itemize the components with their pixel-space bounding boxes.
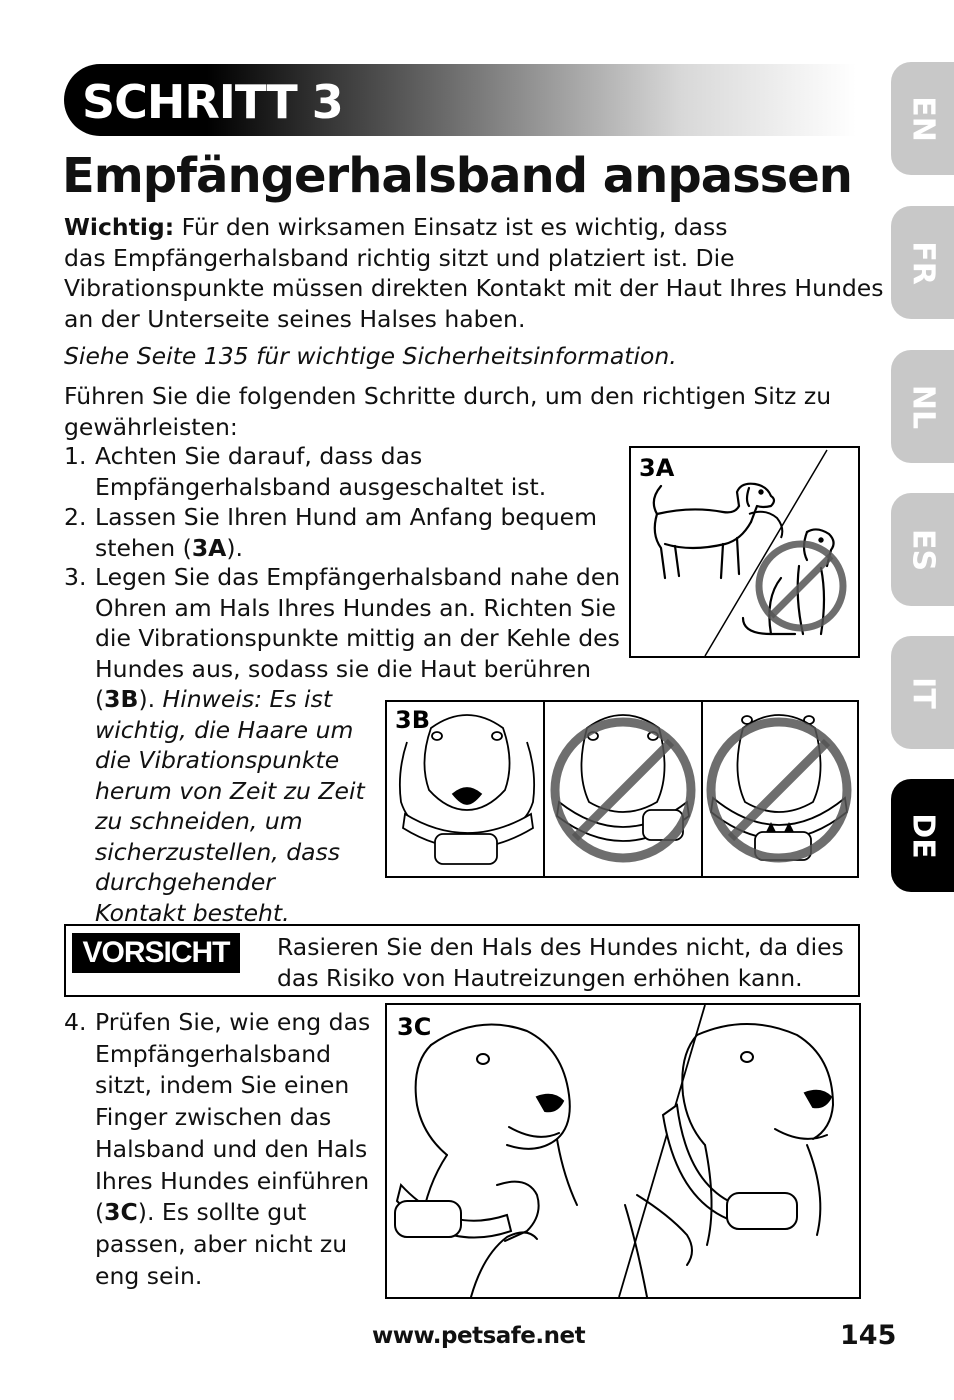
figure-3c-illustration <box>387 1005 859 1297</box>
language-tab-nl[interactable] <box>891 350 954 463</box>
figure-3c-label: 3C <box>397 1013 432 1041</box>
step-text: ). Es sollte gut <box>137 1198 307 1227</box>
hint-text: : Es ist <box>254 685 333 713</box>
follow-steps-paragraph <box>64 381 831 442</box>
follow-text: Führen Sie die folgenden Schritte durch, um den richtigen Sitz zu <box>64 382 832 410</box>
step-text: Ohren am Hals Ihres Hundes an. Richten Sie <box>95 593 616 622</box>
step-1-number: 1. <box>64 442 87 470</box>
language-tab-it[interactable] <box>891 636 954 749</box>
step-text: ). <box>138 685 163 713</box>
standing-dog-icon <box>654 484 774 578</box>
hint-text: wichtig, die Haare um <box>95 715 354 744</box>
step-text: sitzt, indem Sie einen <box>95 1071 350 1100</box>
dog-finger-check-icon <box>395 1025 577 1297</box>
figure-3c <box>385 1003 861 1299</box>
step-text: Achten Sie darauf, dass das <box>95 442 423 470</box>
important-text: an der Unterseite seines Halses haben. <box>64 304 526 333</box>
step-text: Prüfen Sie, wie eng das <box>95 1008 371 1036</box>
step-title: SCHRITT 3 <box>82 75 343 129</box>
step-2-number: 2. <box>64 503 87 531</box>
step-4-number: 4. <box>64 1008 87 1036</box>
caution-text <box>277 932 844 993</box>
step-1-text <box>95 441 546 502</box>
footer-url[interactable]: www.petsafe.net <box>372 1323 586 1349</box>
important-text: Vibrationspunkte müssen direkten Kontakt mit der Haut Ihres Hundes <box>64 274 884 302</box>
figure-3a-label: 3A <box>639 454 675 482</box>
step-text: ). <box>226 533 243 562</box>
caution-text-line: Rasieren Sie den Hals des Hundes nicht, da dies <box>277 933 844 961</box>
figure-ref-3c: 3C <box>104 1198 138 1227</box>
important-paragraph <box>64 212 883 334</box>
step-text: Hundes aus, sodass sie die Haut berühren <box>95 654 591 683</box>
dog-finger-check-icon <box>625 1024 833 1297</box>
step-text: Lassen Sie Ihren Hund am Anfang bequem <box>95 503 598 531</box>
step-2-text <box>95 502 597 563</box>
step-text: ( <box>95 1198 105 1227</box>
see-page-note: Siehe Seite 135 für wichtige Sicherheitsinformation. <box>64 342 677 370</box>
step-4-text <box>95 1007 370 1292</box>
figure-ref-3b: 3B <box>104 685 139 713</box>
hint-text: zu schneiden, um <box>95 807 303 835</box>
step-text: passen, aber nicht zu <box>95 1229 348 1258</box>
step-3-number: 3. <box>64 563 87 591</box>
language-tab-en[interactable] <box>891 62 954 175</box>
hint-label: Hinweis <box>162 685 255 713</box>
figure-3b-illustration <box>387 702 857 876</box>
language-tab-es[interactable] <box>891 493 954 606</box>
hint-text: herum von Zeit zu Zeit <box>95 776 365 805</box>
important-label: Wichtig: <box>64 213 175 241</box>
caution-badge: VORSICHT <box>72 933 240 973</box>
hint-text: die Vibrationspunkte <box>95 746 340 774</box>
hint-text: sicherzustellen, dass <box>95 837 341 866</box>
language-tab-label: ES <box>905 528 940 571</box>
step-text: Ihres Hundes einführen <box>95 1166 370 1195</box>
step-text: Empfängerhalsband <box>95 1039 332 1068</box>
dog-collar-wrong-icon <box>557 715 689 841</box>
step-text: ( <box>95 685 105 713</box>
page-number: 145 <box>840 1320 897 1351</box>
step-text: Finger zwischen das <box>95 1103 332 1132</box>
language-tab-de[interactable] <box>891 779 954 892</box>
figure-ref-3a: 3A <box>191 533 227 562</box>
step-text: Empfängerhalsband ausgeschaltet ist. <box>95 472 547 501</box>
dog-collar-correct-icon <box>400 715 534 864</box>
step-text: eng sein. <box>95 1261 203 1290</box>
step-text: Halsband und den Hals <box>95 1134 368 1163</box>
important-text: das Empfängerhalsband richtig sitzt und platziert ist. Die <box>64 243 735 272</box>
language-tab-label: DE <box>905 812 940 859</box>
language-tab-fr[interactable] <box>891 206 954 319</box>
language-tab-label: FR <box>905 240 940 285</box>
caution-text-line: das Risiko von Hautreizungen erhöhen kann. <box>277 963 803 992</box>
important-text: Für den wirksamen Einsatz ist es wichtig, dass <box>174 213 728 241</box>
language-tab-label: EN <box>905 95 940 142</box>
figure-3a <box>629 446 860 658</box>
step-text: Legen Sie das Empfängerhalsband nahe den <box>95 563 621 591</box>
step-text: die Vibrationspunkte mittig an der Kehle des <box>95 624 620 652</box>
hint-text: durchgehender <box>95 868 275 896</box>
figure-3b-label: 3B <box>395 706 430 734</box>
language-tab-label: IT <box>905 676 940 709</box>
step-text: stehen ( <box>95 533 192 562</box>
language-tab-label: NL <box>905 384 940 429</box>
follow-text: gewährleisten: <box>64 412 238 441</box>
hint-text: Kontakt besteht. <box>95 898 290 927</box>
page-title: Empfängerhalsband anpassen <box>62 148 852 204</box>
figure-3b <box>385 700 859 878</box>
